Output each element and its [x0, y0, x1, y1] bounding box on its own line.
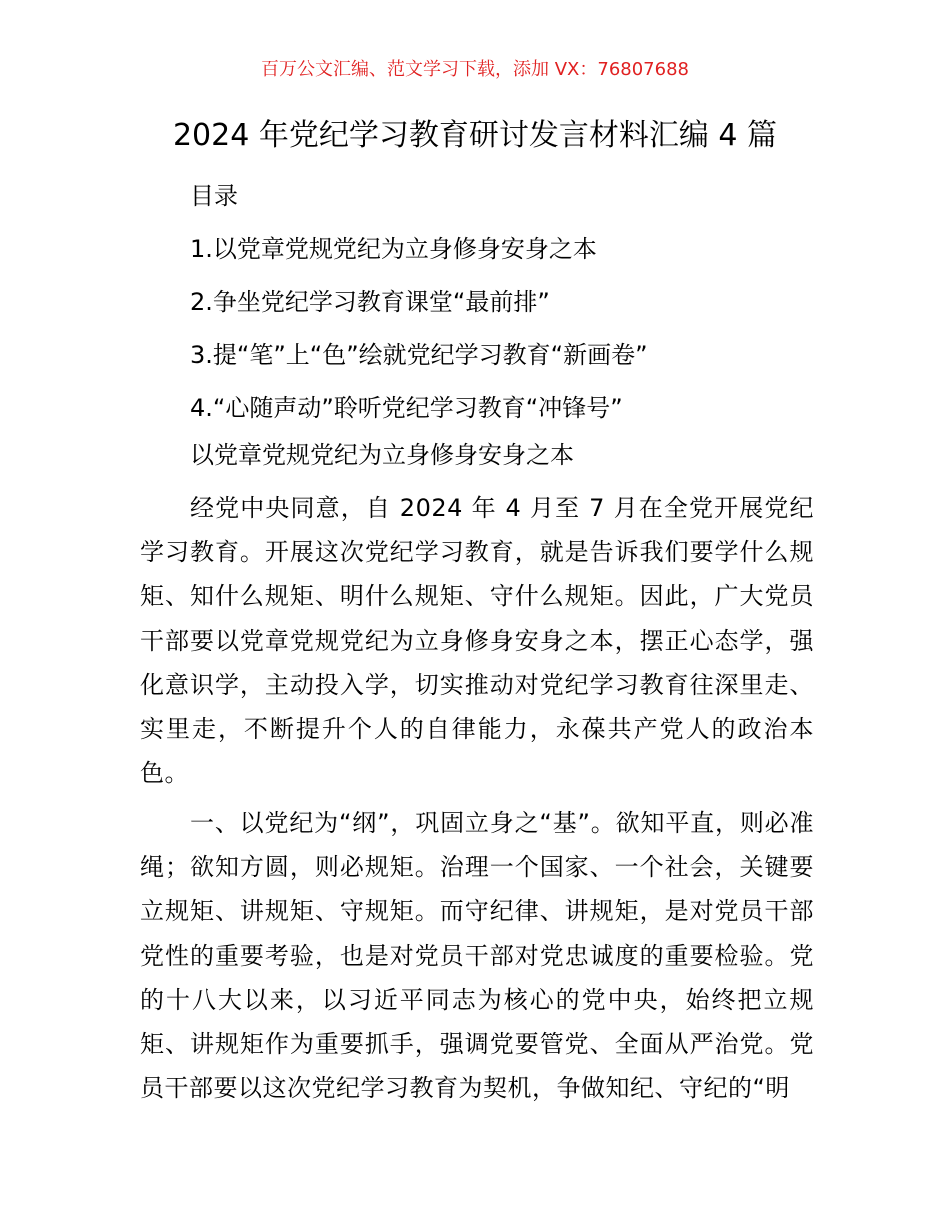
section-heading: 以党章党规党纪为立身修身安身之本 — [190, 441, 574, 469]
body-paragraph: 一、以党纪为“纲”，巩固立身之“基”。欲知平直，则必准绳；欲知方圆，则必规矩。治理一个国家、一个社会，关键要立规矩、讲规矩、守规矩。而守纪律、讲规矩，是对党员干部党性的重要考验，也是对党员干部对党忠诚度的重要检验。党的十八大以来，以习近平同志为核心的党中央，始终把立规矩、讲规矩作为重要抓手，强调党要管党、全面从严治党。党员干部要以这次党纪学习教育为契机，争做知纪、守纪的“明 — [140, 809, 814, 1103]
toc-heading: 目录 — [190, 182, 238, 210]
body-paragraph: 经党中央同意，自 2024 年 4 月至 7 月在全党开展党纪学习教育。开展这次党纪学习教育，就是告诉我们要学什么规矩、知什么规矩、明什么规矩、守什么规矩。因此，广大党员干部要以党章党规党纪为立身修身安身之本，摆正心态学，强化意识学，主动投入学，切实推动对党纪学习教育往深里走、实里走，不断提升个人的自律能力，永葆共产党人的政治本色。 — [140, 494, 814, 788]
toc-item: 1.以党章党规党纪为立身修身安身之本 — [190, 235, 597, 263]
table-of-contents — [190, 170, 830, 435]
toc-item: 4.“心随声动”聆听党纪学习教育“冲锋号” — [190, 394, 623, 422]
toc-item: 3.提“笔”上“色”绘就党纪学习教育“新画卷” — [190, 341, 648, 369]
toc-item: 2.争坐党纪学习教育课堂“最前排” — [190, 288, 550, 316]
header-promo-note: 百万公文汇编、范文学习下载，添加 VX：76807688 — [261, 59, 689, 80]
document-title: 2024 年党纪学习教育研讨发言材料汇编 4 篇 — [172, 118, 778, 153]
